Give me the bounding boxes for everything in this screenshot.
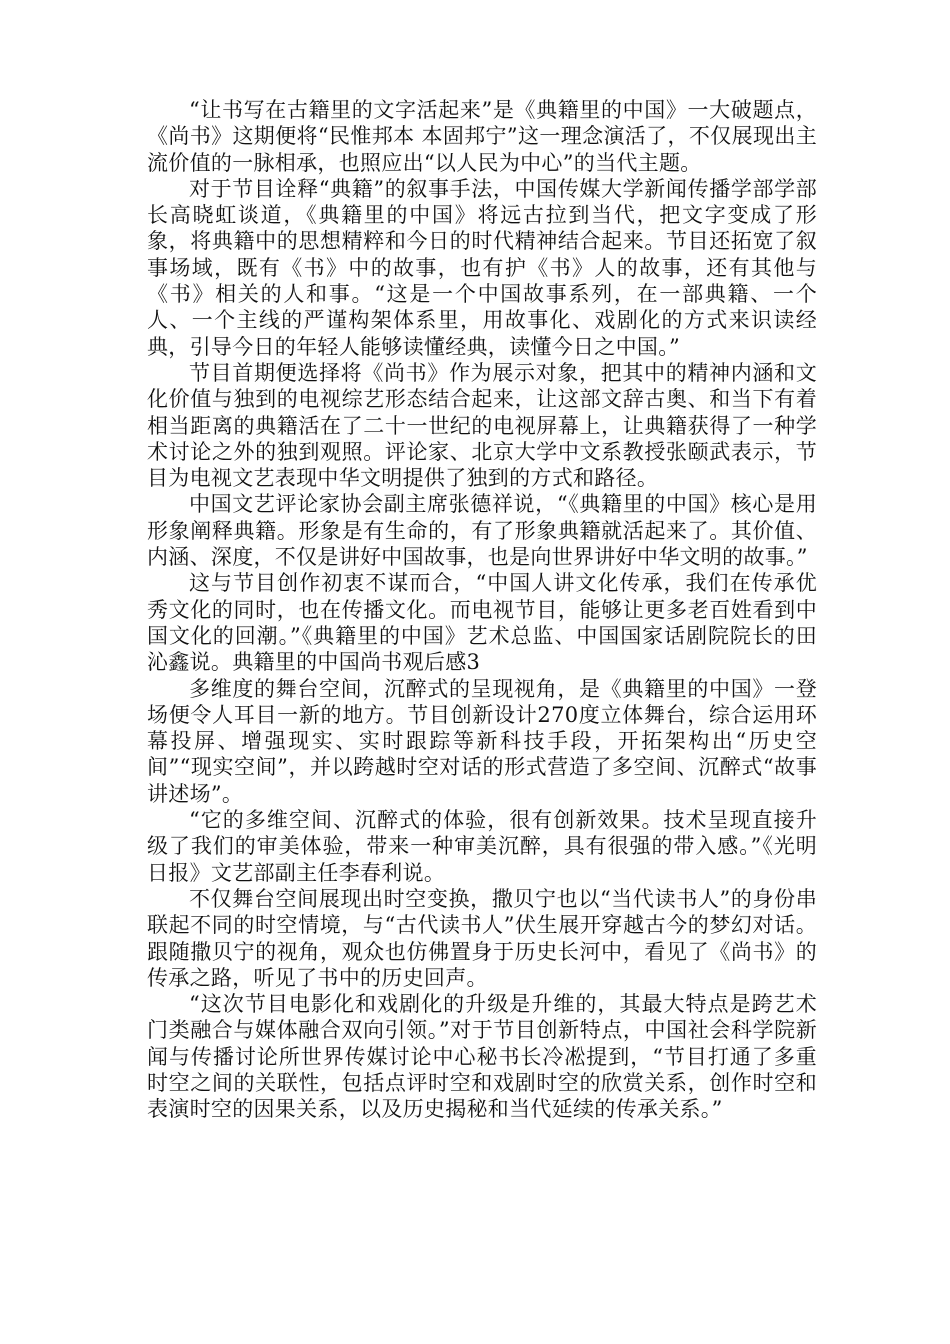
paragraph-6: 多维度的舞台空间，沉醉式的呈现视角，是《典籍里的中国》一登场便令人耳目一新的地方。节目创新设计270度立体舞台，综合运用环幕投屏、增强现实、实时跟踪等新科技手段，开拓架构出“历史空间”“现实空间”，并以跨越时空对话的形式营造了多空间、沉醉式“故事讲述场”。 xyxy=(147,676,817,806)
paragraph-3: 节目首期便选择将《尚书》作为展示对象，把其中的精神内涵和文化价值与独到的电视综艺形态结合起来，让这部文辞古奥、和当下有着相当距离的典籍活在了二十一世纪的电视屏幕上，让典籍获得了一种学术讨论之外的独到观照。评论家、北京大学中文系教授张颐武表示，节目为电视文艺表现中华文明提供了独到的方式和路径。 xyxy=(147,360,817,491)
paragraph-7: “它的多维空间、沉醉式的体验，很有创新效果。技术呈现直接升级了我们的审美体验，带来一种审美沉醉，具有很强的带入感。”《光明日报》文艺部副主任李春利说。 xyxy=(147,808,817,885)
paragraph-1: “让书写在古籍里的文字活起来”是《典籍里的中国》一大破题点，《尚书》这期便将“民惟邦本 本固邦宁”这一理念演活了，不仅展现出主流价值的一脉相承，也照应出“以人民为中心”的当代主题。 xyxy=(147,98,817,175)
paragraph-2: 对于节目诠释“典籍”的叙事手法，中国传媒大学新闻传播学部学部长高晓虹谈道，《典籍里的中国》将远古拉到当代，把文字变成了形象，将典籍中的思想精粹和今日的时代精神结合起来。节目还拓宽了叙事场域，既有《书》中的故事，也有护《书》人的故事，还有其他与《书》相关的人和事。“这是一个中国故事系列，在一部典籍、一个人、一个主线的严谨构架体系里，用故事化、戏剧化的方式来识读经典，引导今日的年轻人能够读懂经典，读懂今日之中国。” xyxy=(147,176,817,359)
paragraph-4: 中国文艺评论家协会副主席张德祥说，“《典籍里的中国》核心是用形象阐释典籍。形象是有生命的，有了形象典籍就活起来了。其价值、内涵、深度，不仅是讲好中国故事，也是向世界讲好中华文明的故事。” xyxy=(147,492,817,570)
paragraph-8: 不仅舞台空间展现出时空变换，撒贝宁也以“当代读书人”的身份串联起不同的时空情境，与“古代读书人”伏生展开穿越古今的梦幻对话。跟随撒贝宁的视角，观众也仿佛置身于历史长河中，看见了《尚书》的传承之路，听见了书中的历史回声。 xyxy=(147,886,817,990)
document-body xyxy=(147,97,817,1123)
paragraph-5: 这与节目创作初衷不谋而合，“中国人讲文化传承，我们在传承优秀文化的同时，也在传播文化。而电视节目，能够让更多老百姓看到中国文化的回潮。”《典籍里的中国》艺术总监、中国国家话剧院院长的田沁鑫说。典籍里的中国尚书观后感3 xyxy=(147,571,817,675)
paragraph-9: “这次节目电影化和戏剧化的升级是升维的，其最大特点是跨艺术门类融合与媒体融合双向引领。”对于节目创新特点，中国社会科学院新闻与传播讨论所世界传媒讨论中心秘书长冷凇提到，“节目打通了多重时空之间的关联性，包括点评时空和戏剧时空的欣赏关系，创作时空和表演时空的因果关系，以及历史揭秘和当代延续的传承关系。” xyxy=(147,992,817,1122)
